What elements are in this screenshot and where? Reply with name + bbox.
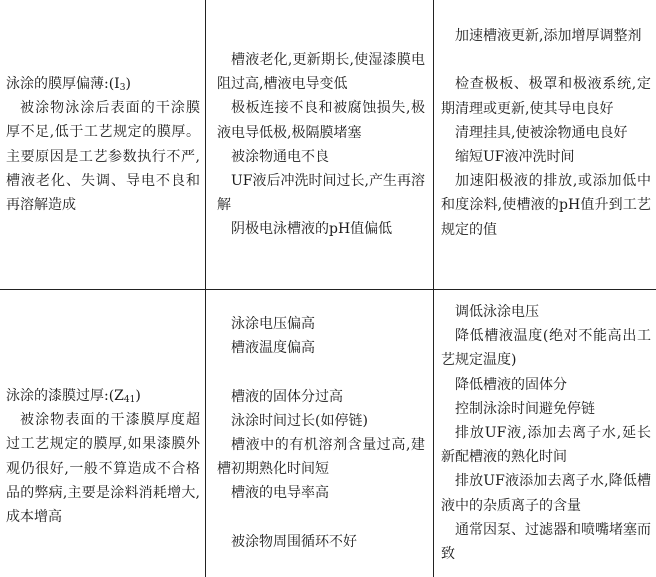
cause-item: UF液后冲洗时间过长,产生再溶解: [217, 173, 425, 214]
defect-description: 被涂物表面的干漆膜厚度超过工艺规定的膜厚,如果漆膜外观仍很好,一般不算造成不合格品的弊病,主要是涂料消耗增大,成本增高: [6, 412, 200, 526]
defect-cell: [6, 72, 200, 217]
defect-title: 泳涂的膜厚偏薄$:(I_3)$: [6, 76, 131, 93]
remedy-cell: [441, 24, 651, 242]
cause-item: 槽液的固体分过高: [231, 388, 343, 405]
remedy-item: 降低槽液温度(绝对不能高出工艺规定温度): [441, 328, 651, 369]
cause-item: 槽液中的有机溶剂含量过高,建槽初期熟化时间短: [217, 437, 425, 478]
remedy-item: 排放UF液添加去离子水,降低槽液中的杂质离子的含量: [441, 473, 651, 514]
remedy-item: 调低泳涂电压: [455, 304, 539, 320]
remedy-item: 检查极板、极罩和极液系统,定期清理或更新,使其导电良好: [441, 76, 651, 117]
remedy-item: 加速槽液更新,添加增厚调整剂: [455, 28, 642, 44]
defect-cell: [6, 384, 200, 529]
cause-item: 极板连接不良和被腐蚀损失,极液电导低极,极隔膜堵塞: [217, 100, 425, 141]
remedy-item: 控制泳涂时间避免停链: [455, 400, 595, 417]
cause-item: 槽液的电导率高: [231, 485, 329, 502]
remedy-item: 降低槽液的固体分: [455, 376, 567, 393]
defect-title: 泳涂的漆膜过厚$:(Z_{41})$: [6, 388, 141, 405]
remedy-item: 清理挂具,使被涂物通电良好: [455, 124, 628, 141]
remedy-item: 排放UF液,添加去离子水,延长新配槽液的熟化时间: [441, 425, 651, 466]
remedy-item: 缩短UF液冲洗时间: [455, 149, 575, 165]
cause-item: 泳涂电压偏高: [231, 316, 315, 332]
remedy-item: 通常因泵、过滤器和喷嘴堵塞而致: [441, 521, 651, 563]
cause-item: 槽液温度偏高: [231, 340, 315, 357]
defect-description: 被涂物泳涂后表面的干涂膜厚不足,低于工艺规定的膜厚。主要原因是工艺参数执行不严,槽液老化、失调、导电不良和再溶解造成: [6, 100, 200, 214]
cause-cell: [217, 48, 425, 242]
cause-item: 槽液老化,更新期长,使湿漆膜电阻过高,槽液电导变低: [217, 52, 425, 93]
cause-item: 阴极电泳槽液的pH值偏低: [231, 221, 393, 238]
cause-cell: [217, 312, 425, 554]
remedy-item: [441, 48, 651, 72]
cause-item: 被涂物通电不良: [231, 148, 329, 165]
cause-item: [217, 506, 425, 530]
cause-item: 泳涂时间过长(如停链): [231, 412, 368, 429]
cause-item: 被涂物周围循环不好: [231, 533, 357, 550]
row-divider: [0, 289, 656, 290]
remedy-item: 加速阳极液的排放,或添加低中和度涂料,使槽液的pH值升到工艺规定的值: [441, 173, 651, 238]
cause-item: [217, 360, 425, 384]
remedy-cell: [441, 300, 651, 566]
